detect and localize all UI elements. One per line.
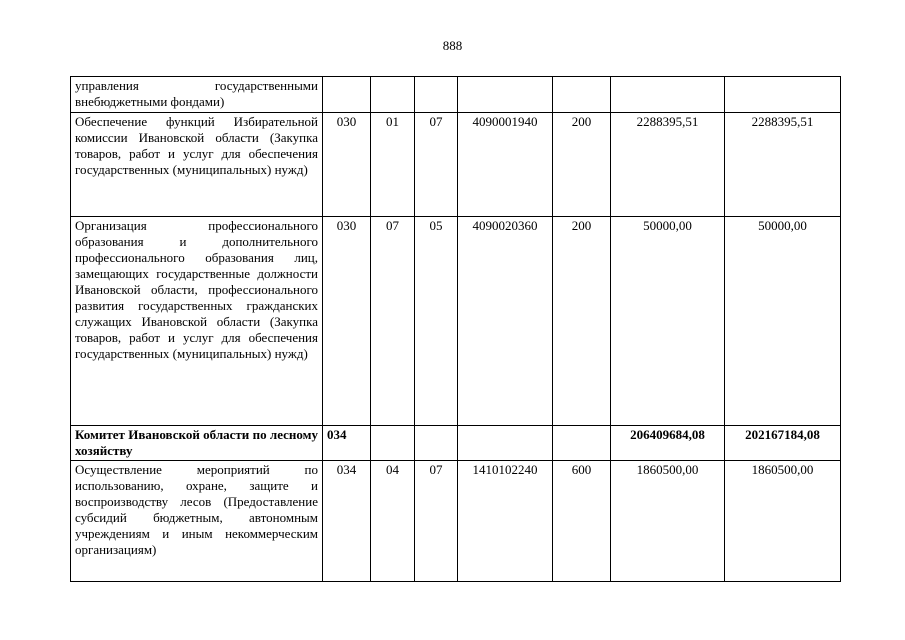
section-code-cell: 04: [371, 461, 415, 582]
expense-type-cell: 600: [553, 461, 611, 582]
table-row: [71, 113, 841, 217]
ministry-code-cell: 034: [323, 426, 371, 461]
expense-type-cell: 200: [553, 217, 611, 426]
subsection-code-cell: 07: [415, 461, 458, 582]
sum-1-cell: 1860500,00: [611, 461, 725, 582]
row-name-cell: Комитет Ивановской области по лесному хозяйству: [71, 426, 323, 461]
row-name-cell: Обеспечение функций Избирательной комиссии Ивановской области (Закупка товаров, работ и услуг для обеспечения государственных (муниципальных) нужд): [71, 113, 323, 217]
subsection-code-cell: 05: [415, 217, 458, 426]
sum-2-cell: 2288395,51: [725, 113, 841, 217]
section-code-cell: [371, 426, 415, 461]
expense-type-cell: [553, 77, 611, 113]
expense-type-cell: 200: [553, 113, 611, 217]
budget-table: [70, 76, 841, 582]
table-row: [71, 461, 841, 582]
row-name-cell: Осуществление мероприятий по использованию, охране, защите и воспроизводству лесов (Предоставление субсидий бюджетным, автономным учреждениям и иным некоммерческим организациям): [71, 461, 323, 582]
subsection-code-cell: [415, 426, 458, 461]
section-code-cell: [371, 77, 415, 113]
ministry-code-cell: 034: [323, 461, 371, 582]
table-row: [71, 217, 841, 426]
subsection-code-cell: 07: [415, 113, 458, 217]
row-name-cell: Организация профессионального образования и дополнительного профессионального образования лиц, замещающих государственные должности Ивановской области, профессионального развития государственных гражданских служащих Ивановской области (Закупка товаров, работ и услуг для обеспечения государственных (муниципальных) нужд): [71, 217, 323, 426]
table-row: [71, 426, 841, 461]
page-number: 888: [442, 38, 463, 53]
ministry-code-cell: 030: [323, 113, 371, 217]
sum-1-cell: 2288395,51: [611, 113, 725, 217]
sum-1-cell: [611, 77, 725, 113]
sum-2-cell: 50000,00: [725, 217, 841, 426]
row-name-cell: управления государственными внебюджетными фондами): [71, 77, 323, 113]
table-row: [71, 77, 841, 113]
sum-1-cell: 206409684,08: [611, 426, 725, 461]
target-code-cell: [458, 77, 553, 113]
sum-2-cell: 1860500,00: [725, 461, 841, 582]
subsection-code-cell: [415, 77, 458, 113]
sum-1-cell: 50000,00: [611, 217, 725, 426]
target-code-cell: 4090001940: [458, 113, 553, 217]
sum-2-cell: 202167184,08: [725, 426, 841, 461]
sum-2-cell: [725, 77, 841, 113]
ministry-code-cell: 030: [323, 217, 371, 426]
target-code-cell: [458, 426, 553, 461]
section-code-cell: 01: [371, 113, 415, 217]
expense-type-cell: [553, 426, 611, 461]
ministry-code-cell: [323, 77, 371, 113]
target-code-cell: 1410102240: [458, 461, 553, 582]
section-code-cell: 07: [371, 217, 415, 426]
target-code-cell: 4090020360: [458, 217, 553, 426]
